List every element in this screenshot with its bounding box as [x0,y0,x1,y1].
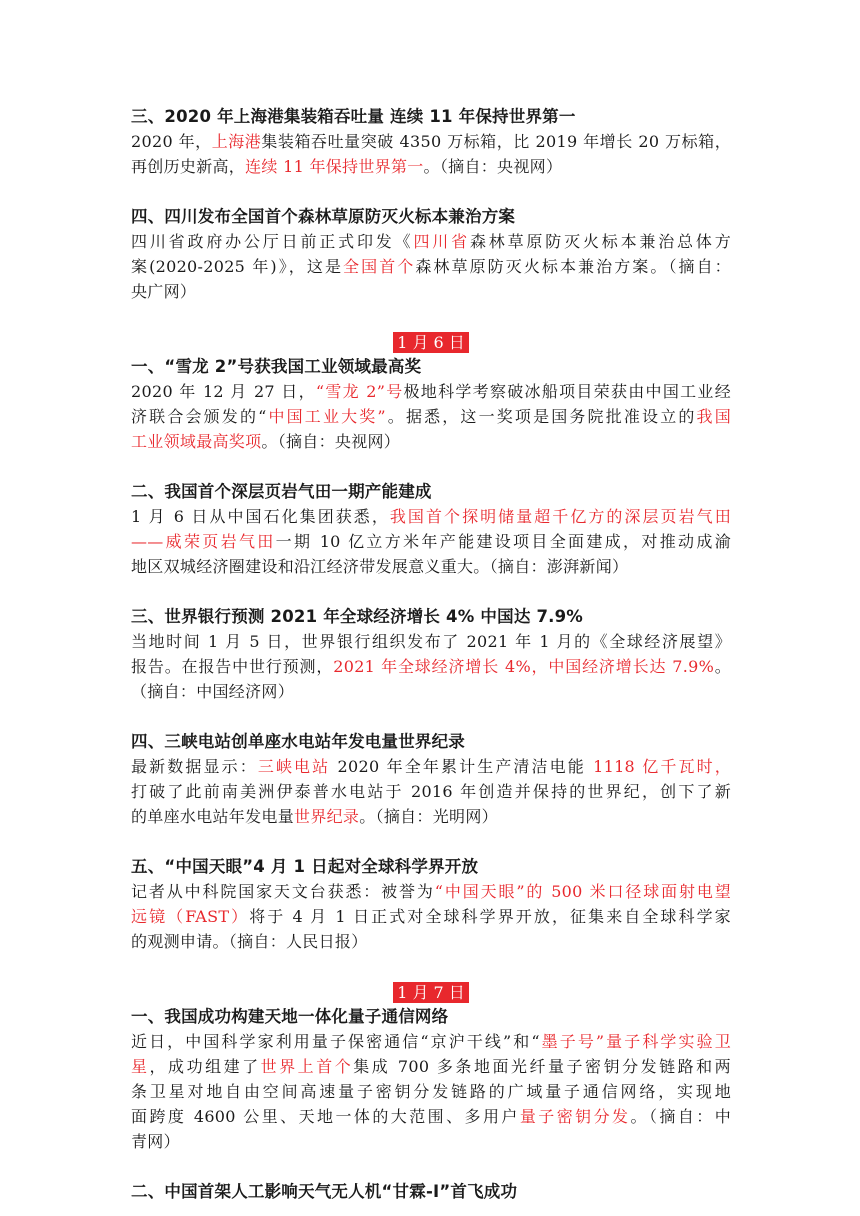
body-text: 2020 年， [131,132,212,151]
body-text: 。 [714,657,731,676]
body-text: 近日，中国科学家利用量子保密通信“京沪干线”和“ [131,1032,540,1051]
highlighted-text: 上海港 [211,132,262,151]
body-text: 报告。在报告中世行预测， [131,657,334,676]
body-text: 青网） [131,1132,180,1151]
paragraph-spacer [131,829,731,854]
body-text: 的观测申请。（摘自：人民日报） [131,932,368,951]
news-item [131,104,731,179]
body-line [131,554,731,579]
news-item-title: 二、中国首架人工影响天气无人机“甘霖-I”首飞成功 [131,1182,518,1201]
highlighted-text: 世界上首个 [260,1057,354,1076]
body-line [131,379,731,404]
body-line [131,654,731,679]
body-text: 1 月 6 日从中国石化集团获悉， [131,507,390,526]
body-line [131,629,731,654]
paragraph-spacer [131,454,731,479]
body-text: 记者从中科院国家天文台获悉：被誉为 [131,882,435,901]
highlighted-text: 我国 [696,407,731,426]
body-text: 地区双城经济圈建设和沿江经济带发展意义重大。（摘自：澎湃新闻） [131,557,629,576]
news-item-title: 三、世界银行预测 2021 年全球经济增长 4% 中国达 7.9% [131,607,584,626]
news-item [131,1179,731,1204]
body-text: 。（摘自：央视网） [261,432,401,451]
body-text: 2020 年全年累计生产清洁电能 [330,757,594,776]
body-text: 森林草原防灭火标本兼治总体方 [469,232,732,251]
date-badge: 1 月 6 日 [393,332,469,353]
highlighted-text: 三峡电站 [257,757,331,776]
news-item-title: 四、三峡电站创单座水电站年发电量世界纪录 [131,732,465,751]
paragraph-spacer [131,1154,731,1179]
body-text: 当地时间 1 月 5 日，世界银行组织发布了 2021 年 1 月的《全球经济展望》 [131,632,731,651]
body-line [131,779,731,804]
highlighted-text: 远镜（FAST） [131,907,250,926]
news-item [131,604,731,704]
body-text: 。（摘自：光明网） [359,807,498,826]
news-item [131,354,731,454]
body-line [131,154,731,179]
news-item-title: 一、“雪龙 2”号获我国工业领域最高奖 [131,357,422,376]
body-text: ，成功组建了 [149,1057,261,1076]
highlighted-text: “雪龙 2”号 [315,382,404,401]
news-item-title: 四、四川发布全国首个森林草原防灭火标本兼治方案 [131,207,516,226]
highlighted-text: 量子密钥分发 [519,1107,631,1126]
body-line [131,804,731,829]
body-text: 集成 700 多条地面光纤量子密钥分发链路和两 [353,1057,731,1076]
body-line [131,129,731,154]
highlighted-text: 全国首个 [343,257,416,276]
highlighted-text: 1118 亿千瓦时， [593,757,731,776]
body-text: 条卫星对地自由空间高速量子密钥分发链路的广域量子通信网络，实现地 [131,1082,731,1101]
body-text: 。（摘自：央视网） [423,157,563,176]
body-line [131,1079,731,1104]
highlighted-text: 四川省 [413,232,470,251]
body-text: 案(2020-2025 年)》，这是 [131,257,344,276]
news-item-title: 三、2020 年上海港集装箱吞吐量 连续 11 年保持世界第一 [131,107,576,126]
news-item [131,854,731,954]
paragraph-spacer [131,704,731,729]
body-line [131,754,731,779]
highlighted-text: “中国天眼”的 500 米口径球面射电望 [434,882,731,901]
body-text: 森林草原防灭火标本兼治方案。（摘自： [415,257,731,276]
highlighted-text: ——威荣页岩气田 [131,532,276,551]
body-text: 一期 10 亿立方米年产能建设项目全面建成，对推动成渝 [275,532,731,551]
body-text: 集装箱吞吐量突破 4350 万标箱，比 2019 年增长 20 万标箱， [261,132,731,151]
news-item [131,204,731,304]
date-heading [131,329,731,354]
body-text: 最新数据显示： [131,757,258,776]
news-item [131,729,731,829]
body-line [131,1054,731,1079]
body-line [131,254,731,279]
news-item-title: 一、我国成功构建天地一体化量子通信网络 [131,1007,449,1026]
body-text: 面跨度 4600 公里、天地一体的大范围、多用户 [131,1107,520,1126]
highlighted-text: 工业领域最高奖项 [131,432,262,451]
paragraph-spacer [131,179,731,204]
highlighted-text: 中国工业大奖” [266,407,386,426]
body-text: 。（摘自：中 [630,1107,731,1126]
highlighted-text: 星 [131,1057,150,1076]
body-text: 济联合会颁发的“ [131,407,267,426]
body-line [131,229,731,254]
body-text: 极地科学考察破冰船项目荣获由中国工业经 [403,382,731,401]
body-text: 打破了此前南美洲伊泰普水电站于 2016 年创造并保持的世界纪，创下了新 [131,782,731,801]
highlighted-text: 2021 年全球经济增长 4%，中国经济增长达 7.9% [333,657,715,676]
document-page [131,104,731,1204]
body-text: 2020 年 12 月 27 日， [131,382,316,401]
body-line [131,429,731,454]
body-text: 的单座水电站年发电量 [131,807,295,826]
highlighted-text: 墨子号”量子科学实验卫 [539,1032,731,1051]
news-item-title: 二、我国首个深层页岩气田一期产能建成 [131,482,432,501]
body-line [131,1129,731,1154]
paragraph-spacer [131,954,731,979]
date-heading [131,979,731,1004]
highlighted-text: 世界纪录 [294,807,360,826]
body-line [131,904,731,929]
body-line [131,279,731,304]
body-line [131,404,731,429]
highlighted-text: 连续 11 年保持世界第一 [245,157,424,176]
body-line [131,529,731,554]
date-badge: 1 月 7 日 [393,982,469,1003]
body-text: 四川省政府办公厅日前正式印发《 [131,232,414,251]
body-text: 再创历史新高， [131,157,246,176]
paragraph-spacer [131,579,731,604]
body-line [131,1029,731,1054]
body-line [131,879,731,904]
body-line [131,679,731,704]
news-item [131,479,731,579]
highlighted-text: 我国首个探明储量超千亿方的深层页岩气田 [389,507,731,526]
body-text: （摘自：中国经济网） [131,682,295,701]
body-line [131,504,731,529]
body-text: 将于 4 月 1 日正式对全球科学界开放，征集来自全球科学家 [249,907,731,926]
paragraph-spacer [131,304,731,329]
body-text: 央广网） [131,282,197,301]
body-line [131,1104,731,1129]
news-item-title: 五、“中国天眼”4 月 1 日起对全球科学界开放 [131,857,479,876]
body-line [131,929,731,954]
news-item [131,1004,731,1154]
body-text: 。据悉，这一奖项是国务院批准设立的 [385,407,697,426]
